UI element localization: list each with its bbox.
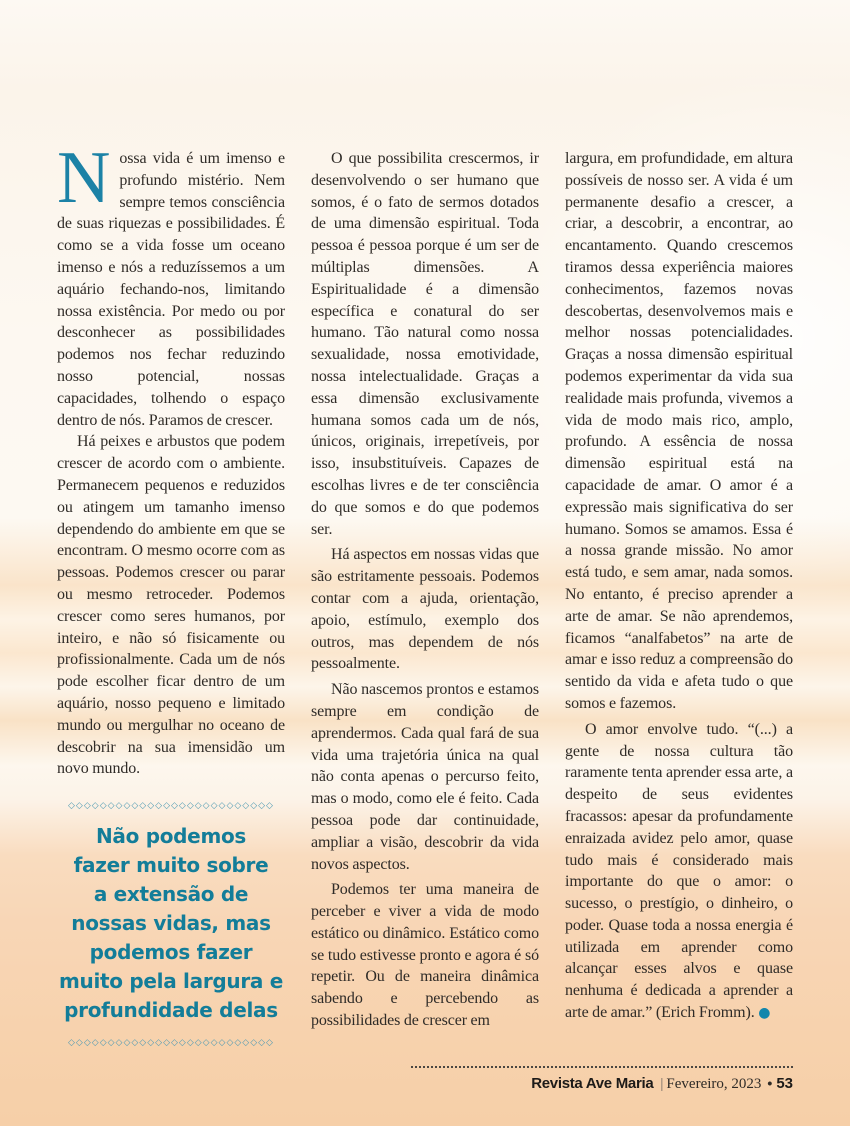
pull-quote-text xyxy=(57,812,285,1037)
page-footer xyxy=(411,1066,793,1093)
pull-quote-line: muito pela largura e xyxy=(58,969,284,994)
column-2 xyxy=(311,148,539,1049)
pull-quote-line: a extensão de xyxy=(93,882,249,907)
paragraph: largura, em profundidade, em altura possíveis de nosso ser. A vida é um permanente desafio a crescer, a criar, a descobrir, a encontrar, ao encantamento. Quando crescemos tiramos dessa experiência maiores conhecimentos, fazemos novas descobertas, desenvolvemos mais e melhor nossas potencialidades. Graças a nossa dimensão espiritual podemos experimentar da vida sua realidade mais profunda, vivemos a vida de modo mais rico, amplo, profundo. A essência de nossa dimensão espiritual está na capacidade de amar. O amor é a expressão mais significativa do ser humano. Somos se amamos. Essa é a nossa grande missão. No amor está tudo, e sem amar, nada somos. No entanto, é preciso aprender a arte de amar. Se não aprendemos, ficamos “analfabetos” na arte de amar e isso reduz a compreensão do sentido da vida e afeta tudo o que somos e fazemos. xyxy=(565,150,793,712)
paragraph-text: O amor envolve tudo. “(...) a gente de nossa cultura tão raramente tenta aprender essa arte, a despeito de seus evidentes fracassos: apesar da profundamente enraizada avidez pelo amor, quase tudo mais é considerado mais importante do que o amor: o sucesso, o prestígio, o dinheiro, o poder. Quase toda a nossa energia é utilizada em aprender como alcançar esses alvos e quase nenhuma é dedicada a aprender a arte de amar.” (Erich Fromm). xyxy=(565,720,793,1022)
paragraph: Não nascemos prontos e estamos sempre em condição de aprendermos. Cada qual fará de sua vida uma trajetória única na qual não conta apenas o percurso feito, mas o modo, como ele é feito. Cada pessoa pode dar continuidade, ampliar a visão, descobrir da vida novos aspectos. xyxy=(311,681,539,873)
article-end-bullet-icon: ● xyxy=(758,1005,771,1022)
pull-quote-line: Não podemos xyxy=(95,824,247,849)
paragraph-dropcap xyxy=(57,137,285,431)
column-3 xyxy=(565,148,793,1049)
pull-quote-line: profundidade delas xyxy=(64,998,278,1023)
diamond-border-bottom-icon: ◇◇◇◇◇◇◇◇◇◇◇◇◇◇◇◇◇◇◇◇◇◇◇◇◇◇ xyxy=(68,1038,274,1049)
pull-quote xyxy=(57,800,285,1049)
paragraph: Podemos ter uma maneira de perceber e viver a vida de modo estático ou dinâmico. Estático como se tudo estivesse pronto e agora é só repetir. Ou de maneira dinâmica sabendo e percebendo as possibilidades de crescer em xyxy=(311,881,539,1030)
pull-quote-line: fazer muito sobre xyxy=(73,853,269,878)
magazine-title: Revista Ave Maria xyxy=(531,1075,654,1092)
issue-date: Fevereiro, 2023 xyxy=(666,1076,762,1092)
paragraph: Há aspectos em nossas vidas que são estritamente pessoais. Podemos contar com a ajuda, orientação, apoio, estímulo, exemplo dos outros, mas dependem de nós pessoalmente. xyxy=(311,546,539,673)
paragraph-final xyxy=(565,719,793,1025)
footer-separator: | xyxy=(660,1076,664,1092)
drop-cap-letter: N xyxy=(57,137,111,219)
pull-quote-line: nossas vidas, mas xyxy=(71,911,271,936)
paragraph-text: ossa vida é um imenso e profundo mistério. Nem sempre temos consciência de suas riquezas e possibilidades. É como se a vida fosse um oceano imenso e nós a reduzíssemos a um aquário fechando-nos, limitando nossa existência. Por medo ou por desconhecer as possibilidades podemos nos fechar reduzindo nosso potencial, nossas capacidades, tolhendo o espaço dentro de nós. Paramos de crescer. xyxy=(57,150,285,429)
paragraph: O que possibilita crescermos, ir desenvolvendo o ser humano que somos, é o fato de sermos dotados de uma dimensão espiritual. Toda pessoa é pessoa porque é um ser de múltiplas dimensões. A Espiritualidade é a dimensão específica e conatural do ser humano. Tão natural como nossa sexualidade, nossa emotividade, nossa intelectualidade. Graças a essa dimensão exclusivamente humana somos cada um de nós, únicos, originais, irrepetíveis, por isso, insubstituíveis. Capazes de escolhas livres e de ter consciência do que somos e do que podemos ser. xyxy=(311,150,539,538)
column-1 xyxy=(57,137,285,1049)
pull-quote-line: podemos fazer xyxy=(89,940,253,965)
paragraph: Há peixes e arbustos que podem crescer de acordo com o ambiente. Permanecem pequenos e reduzidos ou atingem um tamanho imenso dependendo do ambiente em que se encontram. O mesmo ocorre com as pessoas. Podemos crescer ou parar ou mesmo retroceder. Podemos crescer como seres humanos, por inteiro, e não só fisicamente ou profissionalmente. Cada um de nós pode escolher ficar dentro de um aquário, nosso pequeno e limitado mundo ou mergulhar no oceano de descobrir na sua imensidão um novo mundo. xyxy=(57,433,285,778)
page-number: 53 xyxy=(776,1075,793,1092)
diamond-border-top-icon: ◇◇◇◇◇◇◇◇◇◇◇◇◇◇◇◇◇◇◇◇◇◇◇◇◇◇ xyxy=(68,801,274,812)
footer-bullet-icon: • xyxy=(767,1075,773,1091)
article-body xyxy=(57,137,793,1049)
